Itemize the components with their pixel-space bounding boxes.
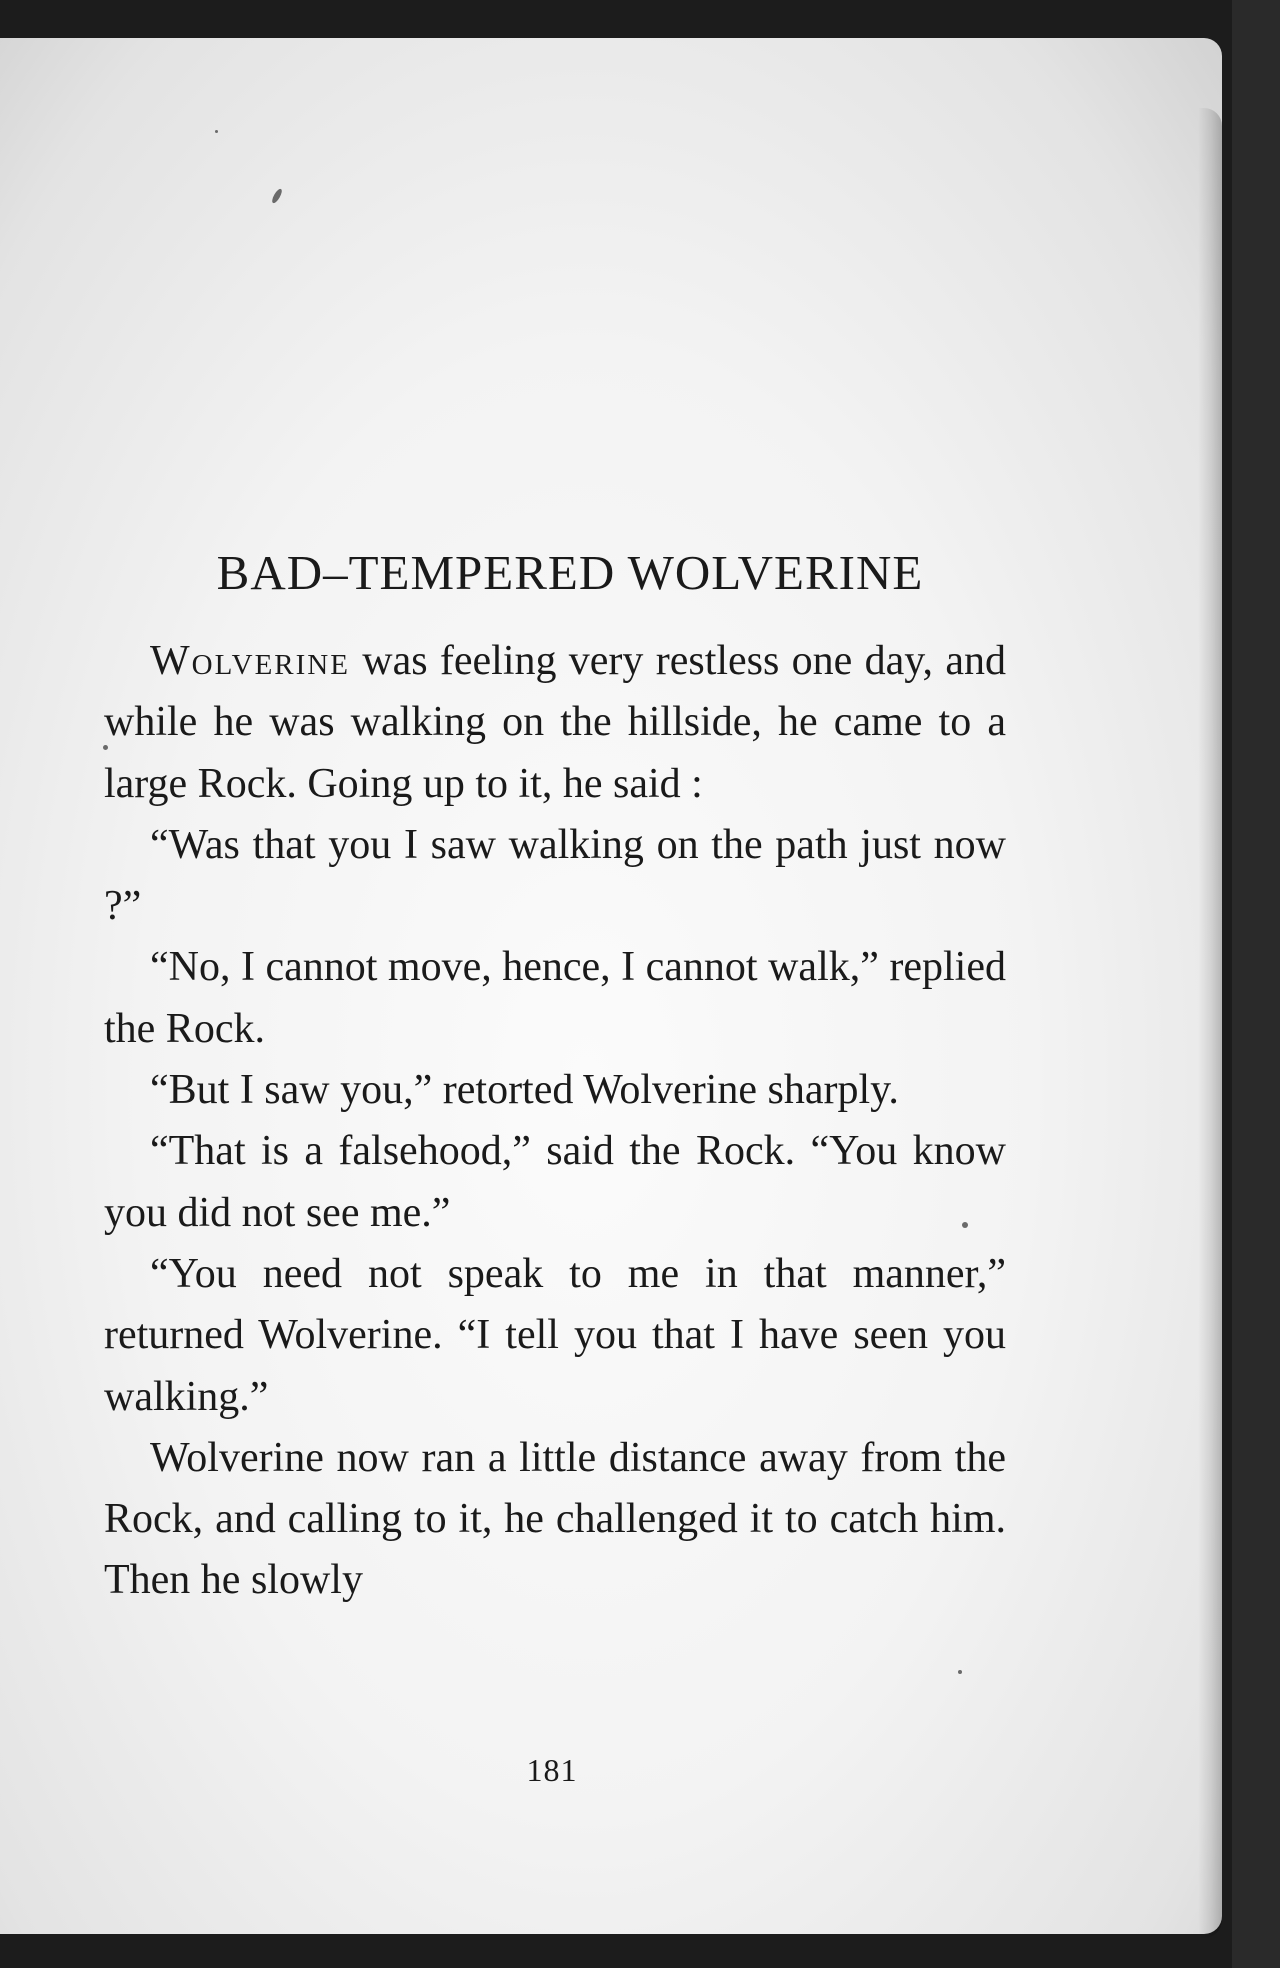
paragraph	[104, 631, 1006, 815]
paragraph-text: “That is a falsehood,” said the Rock. “You know you did not see me.”	[104, 1128, 1006, 1236]
paragraph	[104, 1428, 1006, 1612]
chapter-title: BAD–TEMPERED WOLVERINE	[216, 545, 924, 600]
paper-speck	[270, 188, 283, 205]
paragraph	[104, 937, 1006, 1060]
page-number: 181	[526, 1752, 578, 1788]
paragraph	[104, 1060, 1006, 1121]
paragraph-text: “You need not speak to me in that manner,” returned Wolverine. “I tell you that I have seen you walking.”	[104, 1250, 1006, 1420]
page-text	[104, 543, 1006, 1612]
paper-speck	[215, 130, 218, 133]
paragraph	[104, 815, 1006, 938]
paragraph	[104, 1121, 1006, 1244]
paragraph	[104, 1244, 1006, 1428]
paper-speck	[958, 1670, 962, 1674]
paragraph-text: “Was that you I saw walking on the path just now ?”	[104, 821, 1006, 930]
paragraph-text: “But I saw you,” retorted Wolverine sharply.	[150, 1067, 899, 1114]
paragraph-lead-word: Wolverine	[150, 638, 350, 684]
book-cover-edge	[1232, 0, 1280, 1968]
page-sheet	[0, 38, 1222, 1934]
paragraph-text: “No, I cannot move, hence, I cannot walk,” replied the Rock.	[104, 944, 1006, 1052]
page-edge-shadow	[1198, 108, 1222, 1938]
paragraph-text: Wolverine now ran a little distance away from the Rock, and calling to it, he challenged it to catch him. Then he slowly	[104, 1434, 1006, 1604]
paragraph-text: was feeling very restless one day, and while he was walking on the hillside, he came to a large Rock. Going up to it, he said :	[104, 638, 1006, 807]
